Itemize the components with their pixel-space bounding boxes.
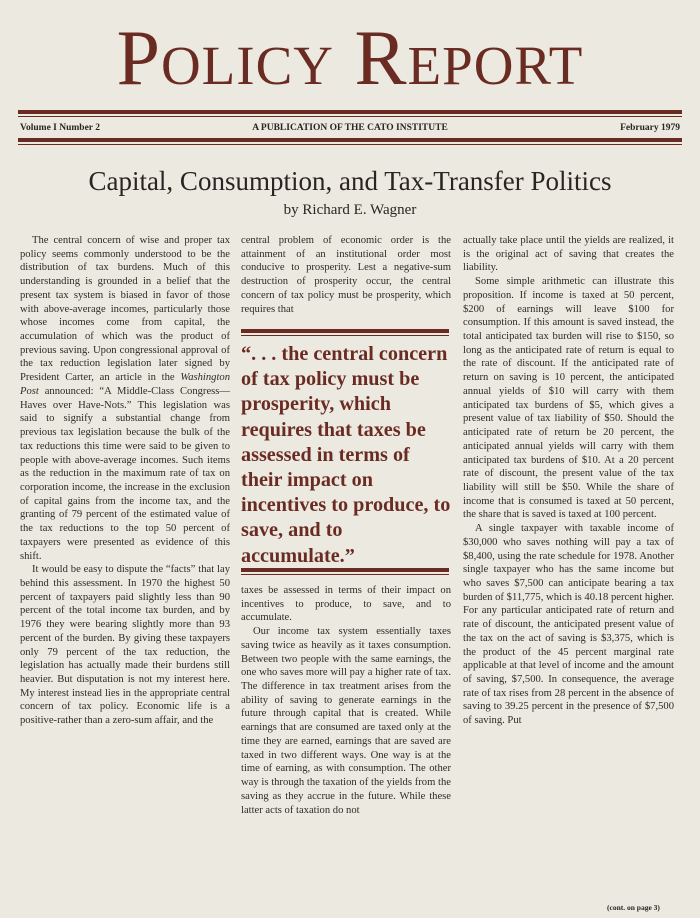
paragraph: A single taxpayer with taxable income of $30,000 who saves nothing will pay a tax of $8,400, using the rate schedule for 1978. Another single taxpayer who has the same income but who saves $7,500 can anticipate bearing a tax burden of $11,775, which is 40.18 percent higher. For any particular anticipated rate of return and rate of discount, the anticipated present value of the tax on the act of saving is $3,375, which is the product of the 45 percent marginal rate applicable at that level of income and the amount of saving, $7,500. In consequence, the average rate of tax rises from 28 percent in the absence of saving to 39.25 percent in the presence of $7,500 of saving. Put — [463, 523, 674, 727]
paragraph: actually take place until the yields are realized, it is the original act of saving that creates the liability. — [463, 235, 674, 274]
paragraph — [20, 234, 230, 563]
paragraph: central problem of economic order is the attainment of an institutional order most conducive to prosperity. Lest a negative-sum destruction of prosperity occur, the central concern of tax policy must be prosperity, which requires that — [241, 235, 451, 315]
publisher-line: A PUBLICATION OF THE CATO INSTITUTE — [252, 123, 448, 133]
continued-note: (cont. on page 3) — [607, 903, 660, 912]
pullquote-rule-top-thick — [241, 329, 449, 333]
pullquote-rule-bottom-thin — [241, 574, 449, 575]
issue-date: February 1979 — [620, 123, 680, 133]
pullquote-rule-bottom-thick — [241, 568, 449, 572]
text-run: The central concern of wise and proper tax policy seems commonly understood to be the distribution of tax burdens. Much of this understanding is grounded in a belief that the present tax system is biased in favor of those with above-average incomes, particularly those whose incomes come from capital, the accumulation of which was the product of previous saving. Upon congressional approval of the tax reduction legislation later signed by President Carter, an article in the — [20, 235, 230, 384]
masthead-rule-top-thick — [18, 110, 682, 114]
masthead-title: Policy Report — [116, 14, 584, 101]
masthead-rule-bottom-thin — [18, 144, 682, 145]
article-column-1 — [20, 234, 230, 728]
pullquote-rule-top-thin — [241, 335, 449, 336]
masthead-rule-top-thin — [18, 116, 682, 117]
masthead-rule-bottom-thick — [18, 138, 682, 142]
article-headline: Capital, Consumption, and Tax-Transfer Politics — [88, 166, 612, 196]
article-column-3 — [463, 234, 674, 728]
article-column-2-top — [241, 234, 451, 316]
volume-label: Volume I Number 2 — [20, 123, 100, 133]
pull-quote: “. . . the central concern of tax policy must be prosperity, which requires that taxes be assessed in terms of their impact on incentives to produce, to save, and to accumulate.” — [241, 343, 451, 567]
article-column-2-bottom — [241, 584, 451, 817]
newspaper-name: Washington Post — [20, 372, 230, 397]
paragraph: It would be easy to dispute the “facts” that lay behind this assessment. In 1970 the highest 50 percent of taxpayers paid slightly less than 90 percent of the total income tax burden, and by 1976 they were bearing slightly more than 93 percent of the burden. By giving these taxpayers only 79 percent of the tax reduction, the legislation has actually made their burdens still heavier. But disputation is not my interest here. My interest instead lies in the appropriate central concern of tax policy. Economic life is a positive-rather than a zero-sum affair, and the — [20, 564, 230, 727]
paragraph: taxes be assessed in terms of their impact on incentives to produce, to save, and to accumulate. — [241, 585, 451, 624]
article-byline: by Richard E. Wagner — [283, 202, 417, 218]
paragraph: Our income tax system essentially taxes saving twice as heavily as it taxes consumption. Between two people with the same earnings, the one who saves more will pay a higher rate of tax. The difference in tax treatment arises from the ability of saving to generate earnings in the future through capital that is created. While earnings that are consumed are taxed only at the time they are earned, earnings that are saved are taxed in two different ways. One way is at the time of earning, as with consumption. The other way is through the taxation of the yields from the saving as they accrue in the future. While these latter acts of taxation do not — [241, 626, 451, 816]
text-run: announced: “A Middle-Class Congress—Haves over Have-Nots.” This legislation was said to signify a substantial change from previous tax legislation because the bulk of the tax reductions this time were said to be given to people with above-average incomes. Such items as the reduction in the maximum rate of tax on corporation income, the increase in the exclusion of capital gains from the income tax, and the granting of 79 percent of the estimated value of the tax reductions to the top 50 percent of taxpayers were presented as evidence of this shift. — [20, 385, 230, 562]
masthead-info-bar — [18, 120, 682, 136]
paragraph: Some simple arithmetic can illustrate this proposition. If income is taxed at 50 percent, $200 of earnings will leave $100 for consumption. If this amount is saved instead, the total anticipated tax burden will rise to $150, so long as the anticipated rate of return is equal to the rate of discount. If the anticipated rate of return on saving is 10 percent, the anticipated annual yields of $10 will carry with them anticipated tax burdens of $5, which gives a present value of tax liability of $50. Should the anticipated rate of return be 20 percent, the anticipated annual yields will carry with them anticipated tax burdens of $10. At a 20 percent rate of discount, the present value of the tax liability will still be $50. While the share of income that is consumed is taxed at 50 percent, the share that is saved is taxed at 100 percent. — [463, 276, 674, 521]
